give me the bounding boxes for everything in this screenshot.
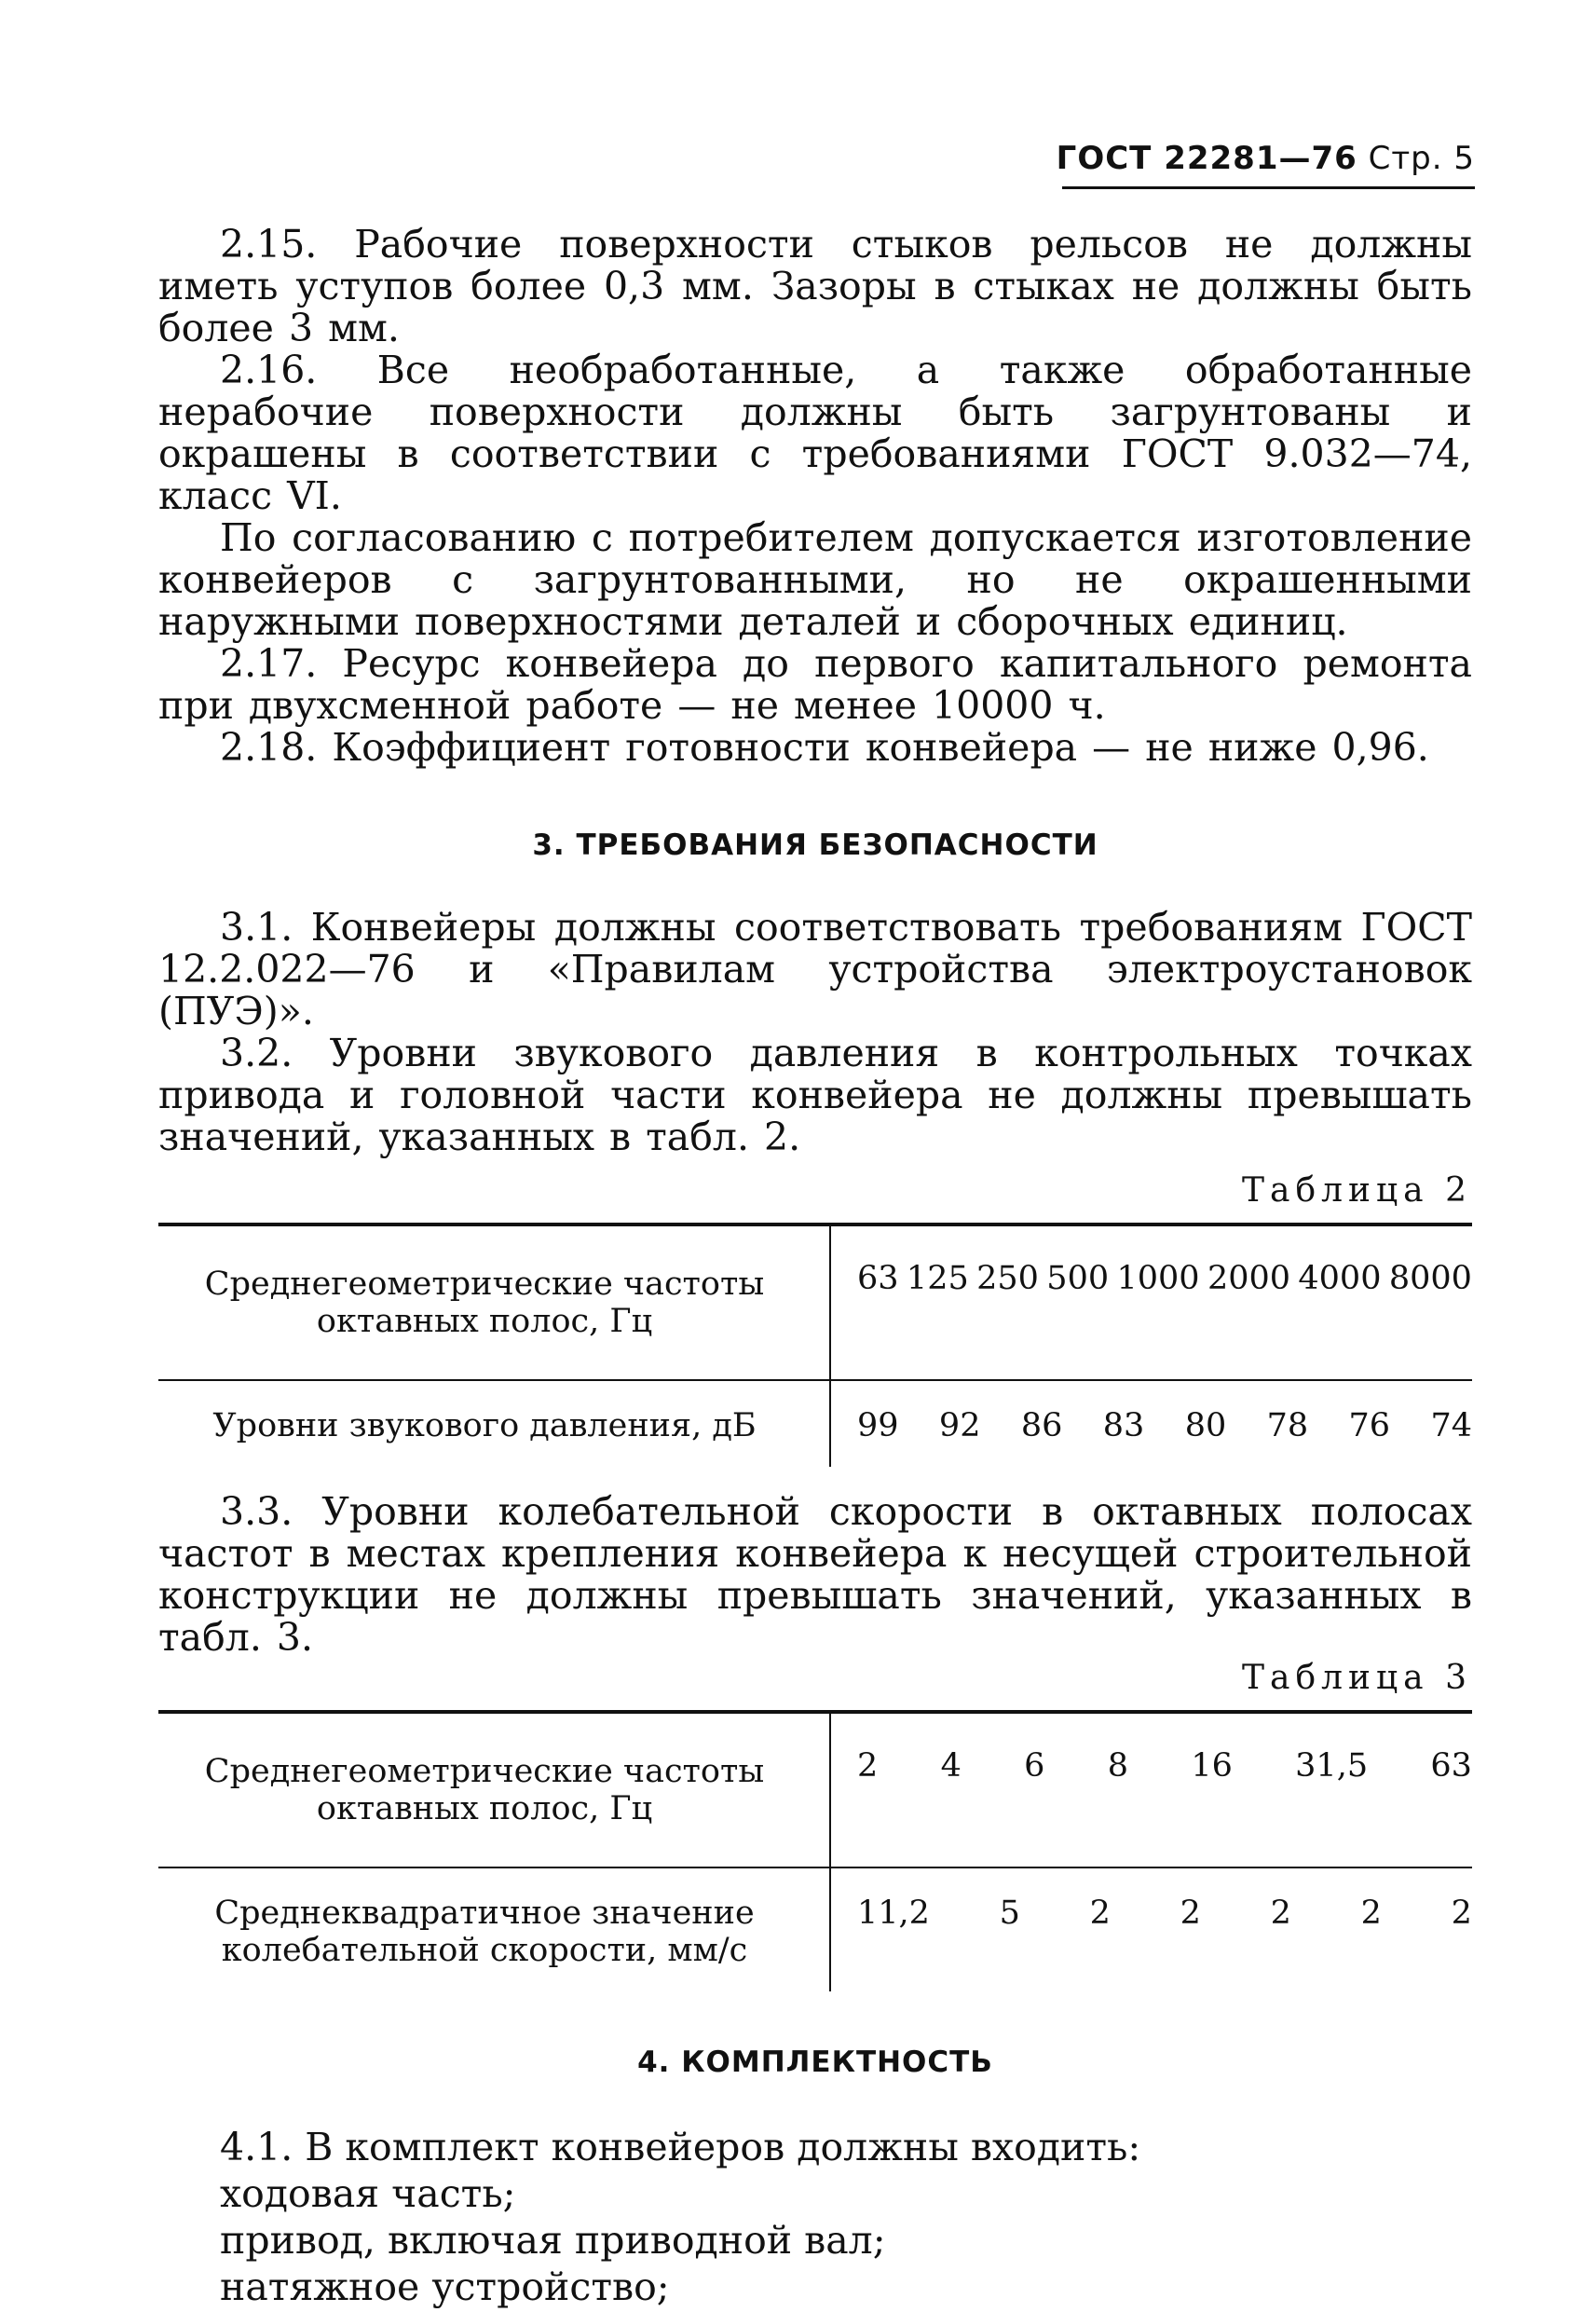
- section-4-title: 4. КОМПЛЕКТНОСТЬ: [637, 2045, 993, 2079]
- table-3: [158, 1710, 1472, 1991]
- table-cell: 4: [940, 1747, 962, 1785]
- header-rule: [1062, 186, 1475, 189]
- table-cell: 99: [857, 1407, 899, 1444]
- table-cell: 78: [1266, 1407, 1309, 1444]
- table-cell: 63: [1430, 1747, 1472, 1785]
- table-row: [158, 1224, 1472, 1380]
- paragraph-2-18: 2.18. Коэффициент готовности конвейера — не ниже 0,96.: [220, 725, 1429, 770]
- list-item: привод, включая приводной вал;: [220, 2218, 886, 2263]
- table-cell: 2: [1451, 1895, 1472, 1932]
- paragraph-agreement: По согласованию с потребителем допускается изготовление конвейеров с загрунтованными, но не окрашенными наружными поверхностями деталей и сборочных единиц.: [158, 515, 1472, 644]
- table-cell: 8000: [1388, 1260, 1472, 1297]
- section-3-title: 3. ТРЕБОВАНИЯ БЕЗОПАСНОСТИ: [532, 828, 1098, 862]
- table-cell: 86: [1020, 1407, 1063, 1444]
- table-cell: 76: [1348, 1407, 1391, 1444]
- table-row: [158, 1712, 1472, 1867]
- table-2: [158, 1223, 1472, 1467]
- table-cell: 500: [1046, 1260, 1110, 1297]
- table-cell: 2: [1180, 1895, 1201, 1932]
- table-cell: 4000: [1298, 1260, 1382, 1297]
- paragraph-3-3: 3.3. Уровни колебательной скорости в октавных полосах частот в местах крепления конвейера к несущей строительной конструкции не должны превышать значений, указанных в табл. 3.: [158, 1489, 1472, 1660]
- paragraph-4-1: 4.1. В комплект конвейеров должны входить:: [220, 2125, 1141, 2169]
- table-3-velocity-values: [857, 1895, 1472, 1932]
- table-cell: 63: [857, 1260, 899, 1297]
- table-cell: 11,2: [857, 1895, 930, 1932]
- table-cell: 74: [1430, 1407, 1472, 1444]
- table-cell: 92: [938, 1407, 981, 1444]
- table-2-caption: Таблица 2: [1242, 1171, 1472, 1210]
- table-2-level-label: Уровни звукового давления, дБ: [158, 1380, 830, 1467]
- table-cell: 6: [1024, 1747, 1045, 1785]
- table-3-velocity-label: Среднеквадратичное значение колебательной скорости, мм/с: [158, 1867, 830, 1991]
- gost-number: ГОСТ 22281—76: [1056, 140, 1357, 177]
- paragraph-2-15: 2.15. Рабочие поверхности стыков рельсов не должны иметь уступов более 0,3 мм. Зазоры в стыках не должны быть более 3 мм.: [158, 222, 1472, 350]
- table-cell: 31,5: [1295, 1747, 1369, 1785]
- table-cell: 83: [1102, 1407, 1145, 1444]
- paragraph-3-1: 3.1. Конвейеры должны соответствовать требованиям ГОСТ 12.2.022—76 и «Правилам устройства электроустановок (ПУЭ)».: [158, 905, 1472, 1033]
- paragraph-3-2: 3.2. Уровни звукового давления в контрольных точках привода и головной части конвейера не должны превышать значений, указанных в табл. 2.: [158, 1031, 1472, 1159]
- table-cell: 80: [1184, 1407, 1227, 1444]
- list-item: ходовая часть;: [220, 2171, 516, 2216]
- table-cell: 8: [1107, 1747, 1129, 1785]
- table-2-level-values: [857, 1407, 1472, 1444]
- table-cell: 2: [1360, 1895, 1382, 1932]
- table-3-freq-label: Среднегеометрические частоты октавных полос, Гц: [158, 1712, 830, 1867]
- table-cell: 2: [1270, 1895, 1291, 1932]
- table-cell: 250: [976, 1260, 1039, 1297]
- table-2-freq-values: [857, 1260, 1472, 1297]
- table-cell: 2: [1089, 1895, 1111, 1932]
- completeness-list: [158, 2124, 1472, 2310]
- paragraph-2-16: 2.16. Все необработанные, а также обработанные нерабочие поверхности должны быть загрунтованы и окрашены в соответствии с требованиями ГОСТ 9.032—74, класс VI.: [158, 348, 1472, 518]
- list-item: натяжное устройство;: [220, 2264, 670, 2309]
- document-body: [158, 224, 1472, 2310]
- table-3-freq-values: [857, 1747, 1472, 1785]
- table-cell: 2: [857, 1747, 879, 1785]
- table-2-freq-label: Среднегеометрические частоты октавных полос, Гц: [158, 1224, 830, 1380]
- table-cell: 5: [999, 1895, 1020, 1932]
- page-number: Стр. 5: [1368, 140, 1475, 177]
- table-cell: 16: [1191, 1747, 1233, 1785]
- table-3-caption: Таблица 3: [1242, 1659, 1472, 1697]
- table-row: [158, 1867, 1472, 1991]
- paragraph-2-17: 2.17. Ресурс конвейера до первого капитального ремонта при двухсменной работе — не менее 10000 ч.: [158, 641, 1472, 728]
- page-header: [1057, 140, 1475, 177]
- table-row: [158, 1380, 1472, 1467]
- table-cell: 1000: [1116, 1260, 1200, 1297]
- table-cell: 125: [906, 1260, 969, 1297]
- table-cell: 2000: [1207, 1260, 1291, 1297]
